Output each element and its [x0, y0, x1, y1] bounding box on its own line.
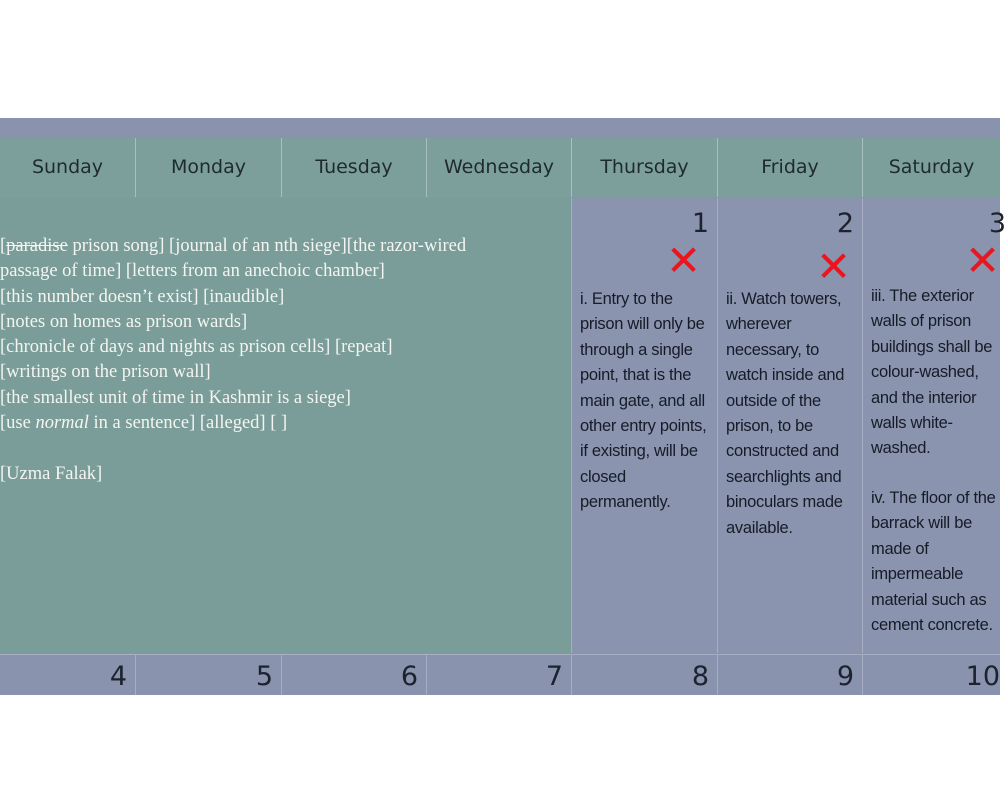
weekday-tuesday: Tuesday — [281, 138, 426, 197]
weekday-monday: Monday — [135, 138, 281, 197]
poem-line: [the smallest unit of time in Kashmir is a siege] — [0, 387, 351, 408]
weekday-friday: Friday — [717, 138, 862, 197]
poem-line: [writings on the prison wall] — [0, 362, 211, 383]
weekday-saturday: Saturday — [862, 138, 1000, 197]
poem-line: [chronicle of days and nights as prison cells] [repeat] — [0, 337, 393, 358]
day-number: 10 — [965, 661, 1000, 692]
poem-author: [Uzma Falak] — [0, 463, 103, 484]
red-x-icon: ✕ — [965, 236, 1001, 285]
calendar — [0, 118, 1006, 692]
day-cell — [571, 655, 717, 695]
italic-word: normal — [35, 413, 89, 434]
day-cell — [0, 655, 135, 695]
day-cell-friday — [717, 198, 862, 653]
next-week-row — [0, 654, 1000, 695]
day-number: 3 — [988, 208, 1006, 239]
day-number: 5 — [255, 661, 273, 692]
poem-blank-line — [0, 436, 565, 461]
poem-line: [this number doesn’t exist] [inaudible] — [0, 286, 285, 307]
day-cell — [281, 655, 426, 695]
day-number: 7 — [545, 661, 563, 692]
rule-text: iii. The exterior walls of prison buildings shall be colour-washed, and the interior walls white-washed. — [871, 287, 993, 458]
poem-line: [paradise prison song] [journal of an nth siege][the razor-wired — [0, 236, 467, 256]
poem-line: [notes on homes as prison wards] — [0, 311, 248, 332]
day-number: 6 — [400, 661, 418, 692]
day-number: 8 — [691, 661, 709, 692]
poem-line-text: in a sentence] [alleged] [ ] — [88, 413, 288, 434]
red-x-icon: ✕ — [816, 242, 852, 291]
rule-text: i. Entry to the prison will only be through a single point, that is the main gate, and all other entry points, if existing, will be closed permanently. — [580, 290, 707, 512]
rule-text: ii. Watch towers, wherever necessary, to watch inside and outside of the prison, to be constructed and searchlights and binoculars made available. — [726, 290, 845, 537]
day-cell — [135, 655, 281, 695]
poem-line: passage of time] [letters from an anechoic chamber] — [0, 261, 385, 282]
red-x-icon: ✕ — [666, 236, 702, 285]
day-number: 9 — [836, 661, 854, 692]
poem-line — [0, 411, 565, 436]
day-cell-saturday — [862, 198, 1006, 653]
weekday-sunday: Sunday — [31, 156, 104, 178]
poem-line-text: [use — [0, 413, 36, 434]
day-number: 2 — [836, 208, 854, 239]
day-cell — [717, 655, 862, 695]
day-cell-thursday — [571, 198, 717, 653]
day-number: 1 — [691, 208, 709, 239]
poem-text — [0, 234, 565, 487]
day-cell — [426, 655, 571, 695]
rule-text: iv. The floor of the barrack will be made of impermeable material such as cement concrete. — [871, 489, 996, 635]
weekday-wednesday: Wednesday — [426, 138, 571, 197]
strikethrough-word: paradise — [6, 236, 68, 256]
day-cell — [862, 655, 1000, 695]
poem-block — [0, 198, 571, 653]
weekday-thursday: Thursday — [571, 138, 717, 197]
weekday-header — [0, 138, 1000, 197]
poem-line-text: prison song] [journal of an nth siege][the razor-wired — [67, 236, 467, 256]
day-number: 4 — [109, 661, 127, 692]
